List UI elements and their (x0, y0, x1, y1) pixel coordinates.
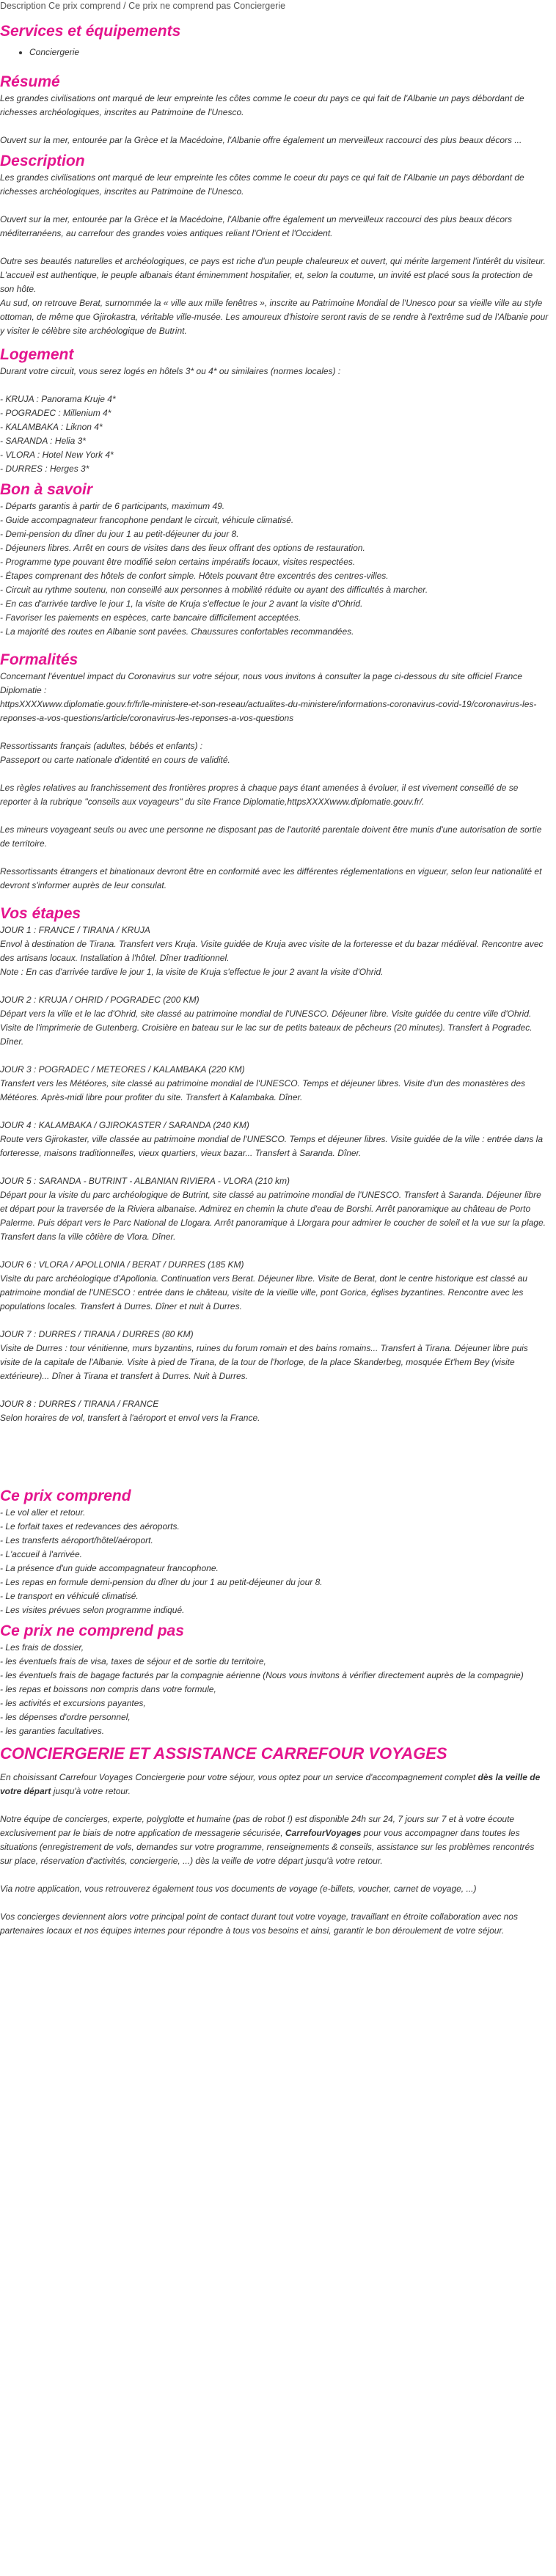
day-title: JOUR 4 : KALAMBAKA / GJIROKASTER / SARANDA (240 KM) (0, 1120, 249, 1130)
list-item: - Étapes comprenant des hôtels de confort simple. Hôtels pouvant être excentrés des centres-villes. (0, 571, 389, 581)
section-title-ne-comprend-pas: Ce prix ne comprend pas (0, 1622, 184, 1639)
list-item: - En cas d'arrivée tardive le jour 1, la visite de Kruja s'effectue le jour 2 avant la visite d'Ohrid. (0, 599, 363, 609)
description-paragraph: Les grandes civilisations ont marqué de leur empreinte les côtes comme le coeur du pays ce qui fait de l'Albanie un pays débordant de richesses archéologiques, inscrites au Patrimoine de l'Unesco. (0, 172, 524, 197)
services-list (0, 45, 549, 59)
formalites-paragraph: Concernant l'éventuel impact du Coronavirus sur votre séjour, nous vous invitons à consulter la page ci-dessous du site officiel France Diplomatie : (0, 671, 522, 695)
list-item: - Le vol aller et retour. (0, 1507, 86, 1518)
list-item: - Guide accompagnateur francophone pendant le circuit, véhicule climatisé. (0, 515, 294, 525)
section-title-services: Services et équipements (0, 23, 181, 40)
day-text: Transfert vers les Météores, site classé au patrimoine mondial de l'UNESCO. Temps et déjeuner libres. Visite d'un des monastères des Météores. Après-midi libre pour profiter du site. Transfert à Kalambaka. Dîner. (0, 1078, 526, 1102)
list-item: - Les visites prévues selon programme indiqué. (0, 1605, 185, 1615)
section-title-formalites: Formalités (0, 651, 78, 668)
conciergerie-paragraph: En choisissant Carrefour Voyages Conciergerie pour votre séjour, vous optez pour un service d'accompagnement complet dès la veille de votre départ jusqu'à votre retour. (0, 1772, 541, 1796)
description-paragraph: Outre ses beautés naturelles et archéologiques, ce pays est riche d'un peuple chaleureux et ouvert, qui mérite largement l'intérêt du visiteur. L'accueil est authentique, le peuple albanais étant éminemment hospitalier, et, selon la coutume, un invité est placé sous la protection de son hôte. (0, 256, 546, 294)
list-item: - les garanties facultatives. (0, 1726, 105, 1736)
formalites-link[interactable]: httpsXXXXwww.diplomatie.gouv.fr/fr/le-ministere-et-son-reseau/actualites-du-ministere/informations-coronavirus-covid-19/coronavirus-les-reponses-a-vos-questions/article/coronavirus-les-reponses-a-vos-questions (0, 699, 537, 723)
list-item: - KALAMBAKA : Liknon 4* (0, 422, 103, 432)
list-item: - Programme type pouvant être modifié selon certains impératifs locaux, visites respectées. (0, 557, 356, 567)
section-title-comprend: Ce prix comprend (0, 1488, 131, 1504)
list-item: - Circuit au rythme soutenu, non conseillé aux personnes à mobilité réduite ou ayant des difficultés à marcher. (0, 585, 428, 595)
day-title: JOUR 1 : FRANCE / TIRANA / KRUJA (0, 925, 150, 935)
list-item: - les repas et boissons non compris dans votre formule, (0, 1684, 216, 1694)
section-title-description: Description (0, 153, 85, 169)
day-text: Visite du parc archéologique d'Apollonia. Continuation vers Berat. Déjeuner libre. Visite de Berat, dont le centre historique est classé au patrimoine mondial de l'UNESCO : entrée dans le château, visite de la vieille ville, pont Gorica, églises byzantines. Rencontre avec les populations locales. Transfert à Durres. Dîner et nuit à Durres. (0, 1273, 527, 1311)
day-title: JOUR 6 : VLORA / APOLLONIA / BERAT / DURRES (185 KM) (0, 1259, 244, 1270)
list-item: - POGRADEC : Millenium 4* (0, 408, 111, 418)
list-item: - L'accueil à l'arrivée. (0, 1549, 82, 1559)
list-item: • Conciergerie (29, 45, 549, 59)
day-title: JOUR 5 : SARANDA - BUTRINT - ALBANIAN RIVIERA - VLORA (210 km) (0, 1176, 290, 1186)
description-paragraph: Ouvert sur la mer, entourée par la Grèce et la Macédoine, l'Albanie offre également un merveilleux raccourci des plus beaux décors méditerranéens, au carrefour des grandes voies antiques reliant l'Orient et l'Occident. (0, 214, 512, 238)
day-title: JOUR 7 : DURRES / TIRANA / DURRES (80 KM) (0, 1329, 194, 1339)
list-item: - SARANDA : Helia 3* (0, 436, 86, 446)
list-item: - La présence d'un guide accompagnateur francophone. (0, 1563, 219, 1573)
conciergerie-paragraph: Notre équipe de concierges, experte, polyglotte et humaine (pas de robot !) est disponible 24h sur 24, 7 jours sur 7 et à votre écoute exclusivement par le biais de notre application de messagerie sécurisée, CarrefourVoyages pour vous accompagner dans toutes les situations (enregistrement de vols, demandes sur votre programme, renseignements & conseils, assistance sur les problèmes rencontrés sur place, réservation d'activités, conciergerie, ...) dès la veille de votre départ jusqu'à votre retour. (0, 1814, 535, 1866)
list-item: - Le forfait taxes et redevances des aéroports. (0, 1521, 180, 1532)
resume-paragraph: Ouvert sur la mer, entourée par la Grèce et la Macédoine, l'Albanie offre également un merveilleux raccourci des plus beaux décors ... (0, 135, 522, 145)
list-item: - KRUJA : Panorama Kruje 4* (0, 394, 116, 404)
description-paragraph: Au sud, on retrouve Berat, surnommée la « ville aux mille fenêtres », inscrite au Patrimoine Mondial de l'Unesco pour sa vieille ville au style ottoman, de même que Gjirokastra, véritable ville-musée. Les amoureux d'histoire seront ravis de se rendre à l'extrême sud de l'Albanie pour y visiter le célèbre site archéologique de Butrint. (0, 298, 549, 336)
day-text: Envol à destination de Tirana. Transfert vers Kruja. Visite guidée de Kruja avec visite de la forteresse et du bazar médiéval. Rencontre avec des artisans locaux. Installation à l'hôtel. Dîner traditionnel. (0, 939, 544, 963)
day-title: JOUR 2 : KRUJA / OHRID / POGRADEC (200 KM) (0, 995, 200, 1005)
list-item: - La majorité des routes en Albanie sont pavées. Chaussures confortables recommandées. (0, 626, 354, 637)
day-text: Route vers Gjirokaster, ville classée au patrimoine mondial de l'UNESCO. Temps et déjeuner libres. Visite guidée de la ville : entrée dans la forteresse, maisons traditionnelles, vieux quartiers, vieux bazar... Transfert à Saranda. Dîner. (0, 1134, 543, 1158)
list-item: - les éventuels frais de bagage facturés par la compagnie aérienne (Nous vous invitons à vérifier directement auprès de la compagnie) (0, 1670, 524, 1680)
list-item: - Demi-pension du dîner du jour 1 au petit-déjeuner du jour 8. (0, 529, 239, 539)
list-item: - Les frais de dossier, (0, 1642, 84, 1653)
day-title: JOUR 8 : DURRES / TIRANA / FRANCE (0, 1399, 159, 1409)
list-item: - DURRES : Herges 3* (0, 464, 89, 474)
list-item: - Les repas en formule demi-pension du dîner du jour 1 au petit-déjeuner du jour 8. (0, 1577, 323, 1587)
list-item: - Le transport en véhiculé climatisé. (0, 1591, 139, 1601)
conciergerie-paragraph: Via notre application, vous retrouverez également tous vos documents de voyage (e-billets, voucher, carnet de voyage, ...) (0, 1884, 477, 1894)
section-title-bon-a-savoir: Bon à savoir (0, 481, 93, 498)
day-text: Visite de Durres : tour vénitienne, murs byzantins, ruines du forum romain et des bains romains... Transfert à Tirana. Déjeuner libre puis visite de la capitale de l'Albanie. Visite à pied de Tirana, de la tour de l'horloge, de la place Skanderbeg, mosquée Et'hem Bey (visite extérieure)... Dîner à Tirana et transfert à Durres. Nuit à Durres. (0, 1343, 528, 1381)
formalites-paragraph: Les mineurs voyageant seuls ou avec une personne ne disposant pas de l'autorité parentale doivent être munis d'une autorisation de sortie de territoire. (0, 824, 542, 849)
formalites-paragraph: Passeport ou carte nationale d'identité en cours de validité. (0, 755, 230, 765)
day-text: Départ vers la ville et le lac d'Ohrid, site classé au patrimoine mondial de l'UNESCO. Déjeuner libre. Visite guidée du centre ville d'Ohrid. Visite de l'imprimerie de Gutenberg. Croisière en bateau sur le lac sur de petits bateaux de pêcheurs (20 minutes). Transfert à Pogradec. Dîner. (0, 1009, 533, 1047)
logement-intro: Durant votre circuit, vous serez logés en hôtels 3* ou 4* ou similaires (normes locales) : (0, 366, 341, 376)
section-title-logement: Logement (0, 346, 74, 363)
list-item: - Les transferts aéroport/hôtel/aéroport. (0, 1535, 153, 1545)
list-item: - les éventuels frais de visa, taxes de séjour et de sortie du territoire, (0, 1656, 266, 1666)
conciergerie-paragraph: Vos concierges deviennent alors votre principal point de contact durant tout votre voyage, travaillant en étroite collaboration avec nos partenaires locaux et nos équipes internes pour répondre à tous vos besoins et ainsi, garantir le bon déroulement de votre séjour. (0, 1911, 518, 1936)
formalites-paragraph: Les règles relatives au franchissement des frontières propres à chaque pays étant amenées à évoluer, il est vivement conseillé de se reporter à la rubrique "conseils aux voyageurs" du site France Diplomatie,httpsXXXXwww.diplomatie.gouv.fr/. (0, 783, 519, 807)
formalites-paragraph: Ressortissants français (adultes, bébés et enfants) : (0, 741, 203, 751)
day-title: JOUR 3 : POGRADEC / METEORES / KALAMBAKA (220 KM) (0, 1064, 245, 1075)
formalites-paragraph: Ressortissants étrangers et binationaux devront être en conformité avec les différentes réglementations en vigueur, selon leur nationalité et devront s'informer auprès de leur consulat. (0, 866, 542, 890)
list-item: - les dépenses d'ordre personnel, (0, 1712, 131, 1722)
list-item: - Déjeuners libres. Arrêt en cours de visites dans des lieux offrant des options de restauration. (0, 543, 365, 553)
list-item: - VLORA : Hotel New York 4* (0, 450, 114, 460)
day-text: Départ pour la visite du parc archéologique de Butrint, site classé au patrimoine mondial de l'UNESCO. Transfert à Saranda. Déjeuner libre et départ pour la traversée de la Riviera albanaise. Admirez en chemin la chute d'eau de Borshi. Arrêt panoramique au château de Porto Palerme. Puis départ vers le Parc National de Llogara. Arrêt panoramique à Llorgara pour admirer le coucher de soleil et la vue sur la plage. Transfert dans la ville côtière de Vlora. Dîner. (0, 1190, 546, 1242)
day-text: Selon horaires de vol, transfert à l'aéroport et envol vers la France. (0, 1413, 260, 1423)
list-item: - Favoriser les paiements en espèces, carte bancaire difficilement acceptées. (0, 612, 301, 623)
list-item: - Départs garantis à partir de 6 participants, maximum 49. (0, 501, 225, 511)
breadcrumb: Description Ce prix comprend / Ce prix ne comprend pas Conciergerie (0, 1, 286, 11)
section-title-resume: Résumé (0, 73, 60, 90)
section-title-etapes: Vos étapes (0, 905, 81, 922)
day-note: Note : En cas d'arrivée tardive le jour 1, la visite de Kruja s'effectue le jour 2 avant la visite d'Ohrid. (0, 967, 384, 977)
list-item: - les activités et excursions payantes, (0, 1698, 146, 1708)
resume-paragraph: Les grandes civilisations ont marqué de leur empreinte les côtes comme le coeur du pays ce qui fait de l'Albanie un pays débordant de richesses archéologiques, inscrites au Patrimoine de l'Unesco. (0, 93, 524, 117)
section-title-conciergerie: CONCIERGERIE ET ASSISTANCE CARREFOUR VOYAGES (0, 1744, 447, 1763)
